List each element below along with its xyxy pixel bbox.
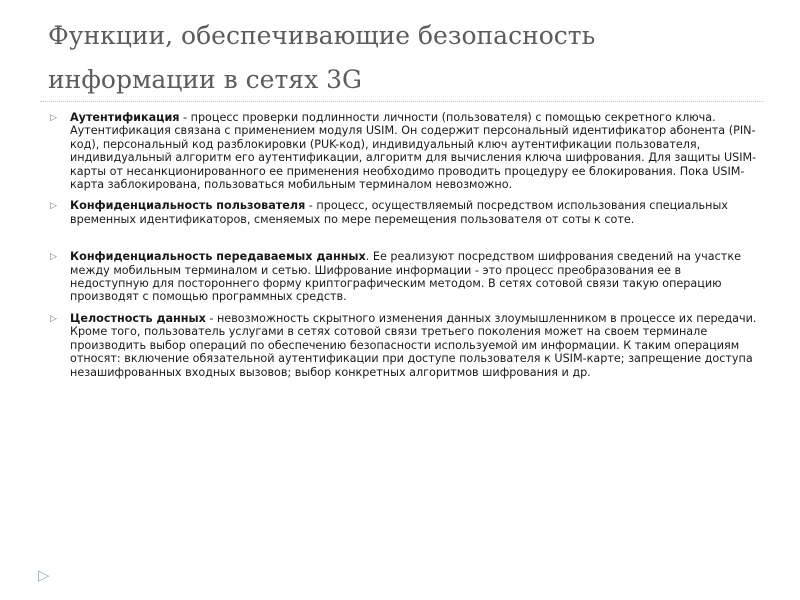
bullet-term: Целостность данных xyxy=(70,311,206,325)
bullet-item-data-integrity xyxy=(48,312,760,379)
triangle-right-icon: ▷ xyxy=(50,313,57,324)
bullet-text: - невозможность скрытного изменения данных злоумышленником в процессе их передачи. Кроме того, пользователь услугами в сетях сотовой связи третьего поколения может на своем терминале производить выбор операций по обеспечению безопасности используемой им информации. К таким операциям относят: включение обязательной аутентификации при доступе пользователя к USIM-карте; запрещение доступа незашифрованных входных вызовов; выбор конкретных алгоритмов шифрования и др. xyxy=(70,311,757,379)
triangle-right-nav-icon[interactable]: ▷ xyxy=(38,566,50,584)
bullet-text: - процесс, осуществляемый посредством использования специальных временных идентификаторов, сменяемых по мере перемещения пользователя от соты к соте. xyxy=(70,199,728,226)
bullet-item-user-confidentiality xyxy=(48,199,760,226)
bullet-item-data-confidentiality xyxy=(48,250,760,304)
slide-title: Функции, обеспечивающие безопасность информации в сетях 3G xyxy=(48,21,596,94)
bullet-term: Конфиденциальность пользователя xyxy=(70,199,306,213)
triangle-right-icon: ▷ xyxy=(50,113,57,123)
bullet-text: . Ее реализуют посредством шифрования сведений на участке между мобильным терминалом и сетью. Шифрование информации - это процесс преобразования ее в недоступную для постороннего форму криптографическим методом. В сетях сотовой связи такую операцию производят с помощью программных средств. xyxy=(70,250,741,304)
bullet-term: Конфиденциальность передаваемых данных xyxy=(70,250,366,264)
bullet-text: - процесс проверки подлинности личности (пользователя) с помощью секретного ключа. Аутентификация связана с применением модуля USIM. Он содержит персональный идентификатор абонента (PIN-код), персональный код разблокировки (PUK-код), индивидуальный ключ аутентификации пользователя, индивидуальный алгоритм его аутентификации, алгоритм для вычисления ключа шифрования. Для защиты USIM-карты от несанкционированного ее применения необходимо проводить процедуру ее блокирования. Пока USIM-карта заблокирована, пользоваться мобильным терминалом невозможно. xyxy=(70,111,757,192)
bullet-term: Аутентификация xyxy=(70,111,180,124)
triangle-right-icon: ▷ xyxy=(50,201,57,212)
title-divider xyxy=(40,101,764,102)
bullet-list xyxy=(48,111,760,387)
triangle-right-icon: ▷ xyxy=(50,252,57,263)
bullet-item-authentication xyxy=(48,111,760,191)
